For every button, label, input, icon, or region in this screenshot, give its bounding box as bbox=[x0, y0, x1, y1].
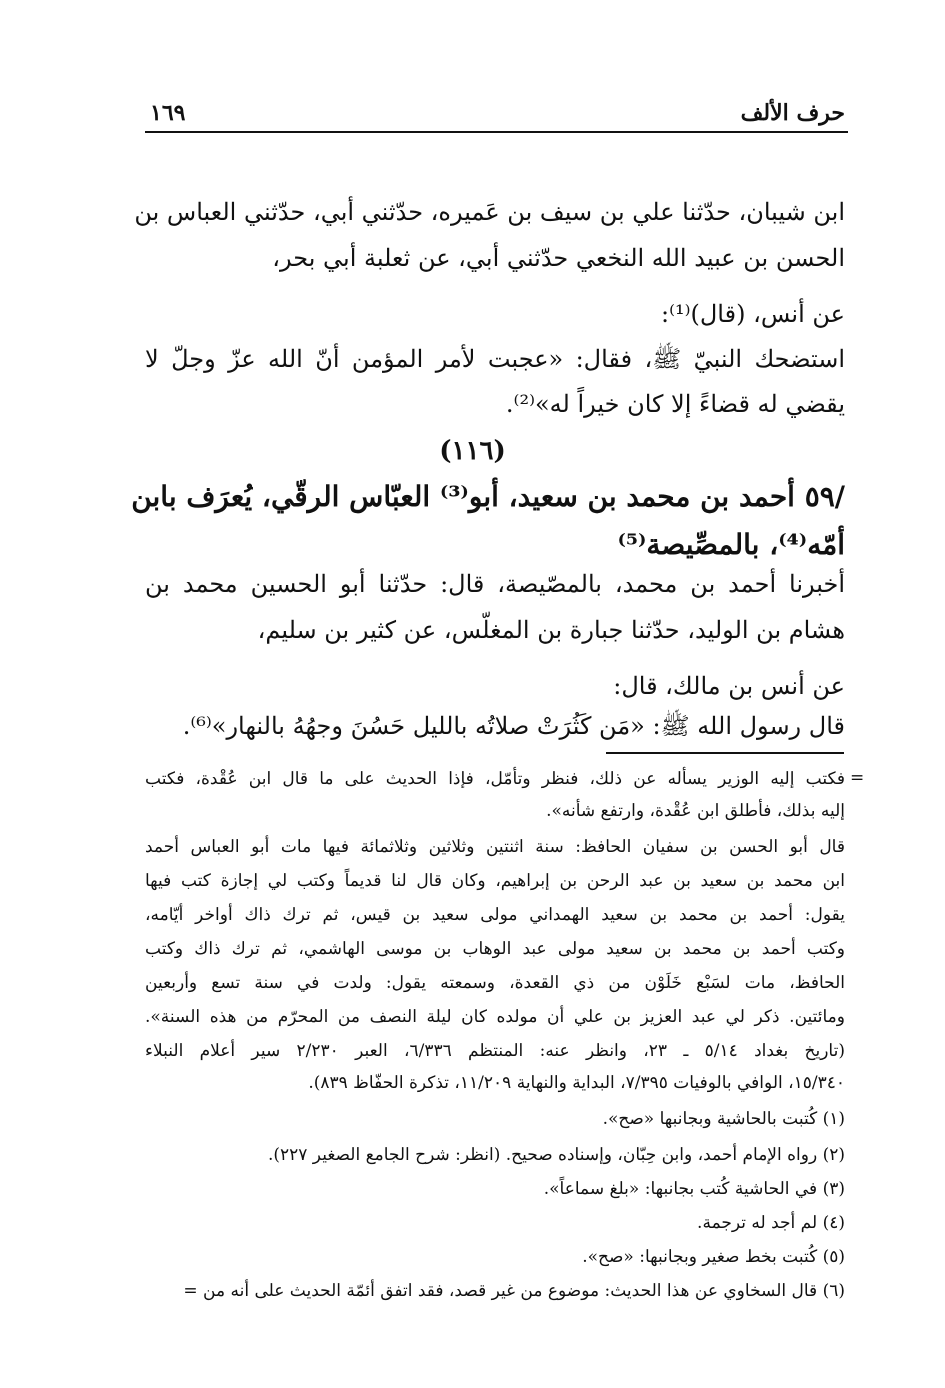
footnote-line: (تاريخ بغداد ٥/١٤ ـ ٢٣، وانظر عنه: المنتظم ٦/٣٣٦، العبر ٢/٢٣٠ سير أعلام النبلاء bbox=[145, 1041, 845, 1061]
entry-matn: قال رسول الله ﷺ: «مَن كَثُرَتْ صلاتُه بالليل حَسُنَ وجهُهُ بالنهار»⁽⁶⁾. bbox=[182, 712, 845, 740]
hadith-isnad: عن أنس، (قال)⁽¹⁾: bbox=[661, 300, 845, 328]
header-rule bbox=[145, 131, 848, 133]
entry-body-line: هشام بن الوليد، حدّثنا جبارة بن المغلّس، عن كثير بن سليم، bbox=[257, 616, 845, 644]
footnote-item: (٢) رواه الإمام أحمد، وابن حِبّان، وإسناده صحيح. (انظر: شرح الجامع الصغير ٢٢٧). bbox=[267, 1145, 845, 1165]
footnote-item: (٤) لم أجد له ترجمة. bbox=[697, 1213, 845, 1233]
footnote-line: ومائتين. ذكر لي عبد العزيز بن علي أن مولده كان ليلة النصف من المحرّم من هذه السنة». bbox=[145, 1007, 845, 1027]
entry-heading-line: أمّه⁽⁴⁾، بالمصِّيصة⁽⁵⁾ bbox=[617, 528, 845, 561]
footnote-line: وكتب أحمد بن محمد بن سعيد مولى عبد الوهاب بن موسى الهاشمي، ثم ترك ذاك وكتب bbox=[145, 939, 846, 959]
hadith-matn-line: استضحك النبيّ ﷺ، فقال: «عجبت لأمر المؤمن أنّ الله عزّ وجلّ لا bbox=[145, 345, 846, 373]
footnote-line: ابن محمد بن سعيد بن عبد الرحن بن إبراهيم، وكان قال لنا قديماً وكتب لي إجازة كتب فيها bbox=[145, 871, 845, 891]
footnote-item: (٥) كُتبت بخط صغير وبجانبها: «صح». bbox=[582, 1247, 845, 1267]
paragraph-line: ابن شيبان، حدّثنا علي بن سيف بن عَميره، حدّثني أبي، حدّثني العباس بن bbox=[134, 198, 845, 226]
entry-number: (١١٦) bbox=[439, 436, 506, 466]
footnote-line: قال أبو الحسن بن سفيان الحافظ: سنة اثنتين وثلاثين وثلاثمائة فيها مات أبو العباس أحمد bbox=[145, 837, 845, 857]
hadith-matn-line: يقضي له قضاءً إلا كان خيراً له»⁽²⁾. bbox=[505, 390, 845, 418]
footnote-item: (١) كُتبت بالحاشية وبجانبها «صح». bbox=[602, 1109, 845, 1129]
page-number: ١٦٩ bbox=[150, 100, 186, 126]
footnote-line: إليه بذلك، فأطلق ابن عُقْدة، وارتفع شأنه». bbox=[546, 801, 845, 821]
footnote-line: الحافظ، مات لسَبْع خَلَوْن من ذي القعدة، وسمعته يقول: ولدت في سنة تسع وأربعين bbox=[145, 973, 845, 993]
footnote-item: (٣) في الحاشية كُتب بجانبها: «بلغ سماعاً». bbox=[543, 1179, 845, 1199]
continuation-marker: = bbox=[850, 768, 865, 788]
paragraph-line: الحسن بن عبيد الله النخعي حدّثني أبي، عن ثعلبة أبي بحر، bbox=[272, 244, 845, 272]
footnote-line: ١٥/٣٤٠، الوافي بالوفيات ٧/٣٩٥، البداية والنهاية ١١/٢٠٩، تذكرة الحفّاظ ٨٣٩). bbox=[308, 1073, 845, 1093]
entry-heading-line: /٥٩ أحمد بن محمد بن سعيد، أبو⁽³⁾ العبّاس الرقّي، يُعرَف بابن bbox=[131, 480, 845, 513]
entry-body-line: أخبرنا أحمد بن محمد، بالمصّيصة، قال: حدّثنا أبو الحسين محمد بن bbox=[145, 570, 845, 598]
footnote-line: يقول: أحمد بن محمد بن سعيد الهمداني مولى سعيد بن قيس، ثم ترك ذاك أواخر أيّامه، bbox=[145, 905, 845, 925]
footnote-line: فكتب إليه الوزير يسأله عن ذلك، فنظر وتأمّل، فإذا الحديث على ما قال ابن عُقْدة، فكتب bbox=[145, 769, 845, 789]
footnote-item: (٦) قال السخاوي عن هذا الحديث: موضوع من غير قصد، فقد اتفق أئمّة الحديث على أنه من = bbox=[183, 1281, 845, 1301]
entry-isnad: عن أنس بن مالك، قال: bbox=[613, 672, 845, 700]
running-head-title: حرف الألف bbox=[740, 100, 845, 126]
footnote-rule bbox=[606, 752, 844, 754]
